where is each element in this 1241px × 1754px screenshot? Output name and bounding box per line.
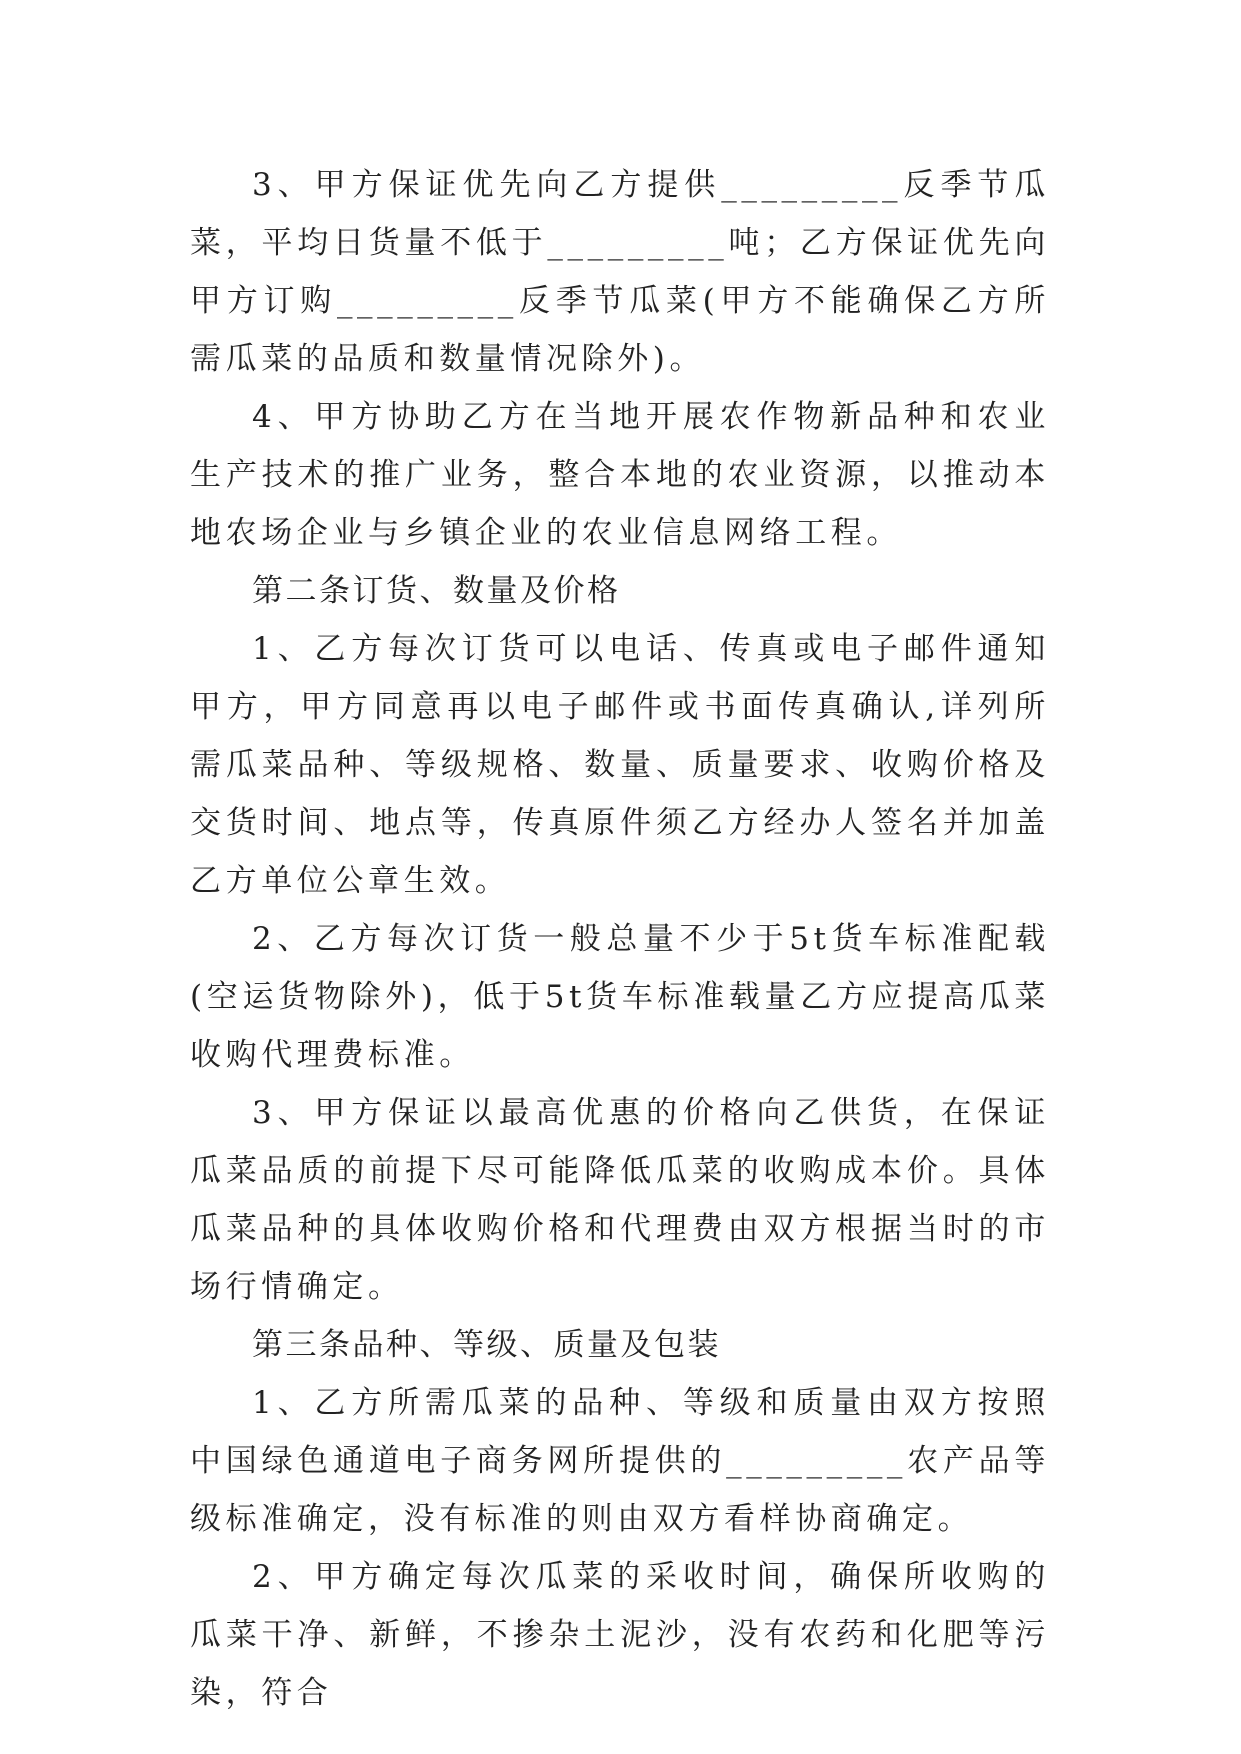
clause-paragraph: 3、甲方保证优先向乙方提供_________反季节瓜菜，平均日货量不低于_________吨；乙方保证优先向甲方订购_________反季节瓜菜(甲方不能确保乙方所需瓜菜的品质和数量情况除外)。 <box>190 167 1050 377</box>
section-heading: 第三条品种、等级、质量及包装 <box>252 1327 721 1363</box>
clause-paragraph: 3、甲方保证以最高优惠的价格向乙供货，在保证瓜菜品质的前提下尽可能降低瓜菜的收购成本价。具体瓜菜品种的具体收购价格和代理费由双方根据当时的市场行情确定。 <box>190 1095 1050 1305</box>
clause-paragraph: 2、乙方每次订货一般总量不少于5t货车标准配载(空运货物除外)，低于5t货车标准载量乙方应提高瓜菜收购代理费标准。 <box>190 921 1050 1073</box>
clause-paragraph: 2、甲方确定每次瓜菜的采收时间，确保所收购的瓜菜干净、新鲜，不掺杂土泥沙，没有农药和化肥等污染，符合 <box>190 1559 1050 1711</box>
clause-paragraph: 1、乙方每次订货可以电话、传真或电子邮件通知甲方，甲方同意再以电子邮件或书面传真确认,详列所需瓜菜品种、等级规格、数量、质量要求、收购价格及交货时间、地点等，传真原件须乙方经办人签名并加盖乙方单位公章生效。 <box>190 631 1050 899</box>
section-heading: 第二条订货、数量及价格 <box>252 573 621 609</box>
document-body <box>190 156 1050 1722</box>
clause-paragraph: 1、乙方所需瓜菜的品种、等级和质量由双方按照中国绿色通道电子商务网所提供的_________农产品等级标准确定，没有标准的则由双方看样协商确定。 <box>190 1385 1050 1537</box>
clause-paragraph: 4、甲方协助乙方在当地开展农作物新品种和农业生产技术的推广业务，整合本地的农业资源，以推动本地农场企业与乡镇企业的农业信息网络工程。 <box>190 399 1050 551</box>
